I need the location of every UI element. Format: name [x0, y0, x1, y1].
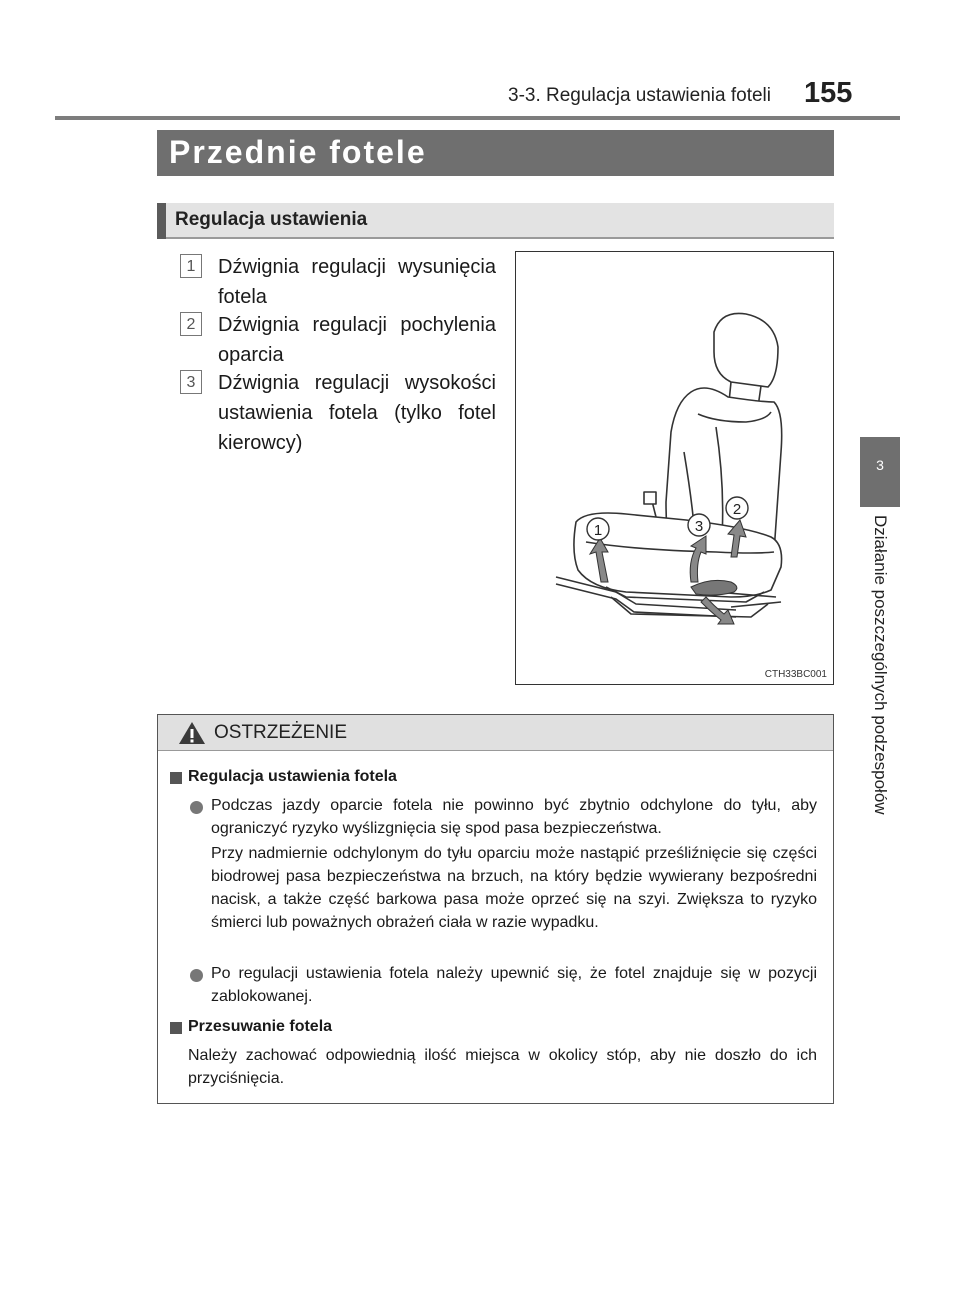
figure-code: CTH33BC001 [764, 669, 827, 680]
item-text: Dźwignia regulacji pochylenia oparcia [218, 314, 496, 366]
warning-header [158, 715, 833, 751]
warning-section-title: Regulacja ustawienia fotela [188, 768, 397, 785]
item-text: Dźwignia regulacji wysunięcia fotela [218, 256, 496, 308]
section-heading-text: Regulacja ustawienia [175, 209, 368, 230]
item-text: Dźwignia regulacji wysokości ustawienia fotela (tylko fotel kierowcy) [218, 372, 496, 454]
warning-box [157, 714, 834, 1104]
chapter-number: 3 [876, 457, 884, 473]
item-number: 2 [180, 312, 202, 336]
running-head: 3-3. Regulacja ustawienia foteli [508, 85, 771, 106]
seat-illustration [515, 251, 834, 685]
warning-triangle-icon [178, 721, 206, 745]
callout-label: 1 [593, 522, 603, 539]
page-title-bar [157, 130, 834, 176]
round-bullet-icon [190, 969, 203, 982]
section-heading [157, 203, 834, 239]
chapter-label: Działanie poszczególnych podzespołów [871, 515, 890, 815]
seat-drawing [516, 252, 833, 684]
warning-paragraph: Podczas jazdy oparcie fotela nie powinno być zbytnio odchylone do tyłu, aby ograniczyć ryzyko wyślizgnięcia się spod pasa bezpieczeństwa. [211, 797, 817, 837]
warning-label: OSTRZEŻENIE [214, 722, 348, 743]
header-rule [55, 116, 900, 120]
callout-label: 3 [694, 518, 704, 535]
page-number: 155 [804, 77, 853, 109]
list-item [180, 368, 496, 458]
round-bullet-icon [190, 801, 203, 814]
warning-paragraph: Należy zachować odpowiednią ilość miejsca w okolicy stóp, aby nie doszło do ich przyciśnięcia. [188, 1047, 817, 1087]
warning-paragraph: Przy nadmiernie odchylonym do tyłu oparciu może nastąpić prześliźnięcie się części biodrowej pasa bezpieczeństwa na brzuch, na który będzie wywierany bezpośredni nacisk, a także część barkowa pasa może oprzeć się na szyi. Zwiększa to ryzyko śmierci lub poważnych obrażeń ciała w razie wypadku. [211, 845, 817, 931]
warning-paragraph: Po regulacji ustawienia fotela należy upewnić się, że fotel znajduje się w pozycji zablokowanej. [211, 965, 817, 1005]
square-bullet-icon [170, 1022, 182, 1034]
item-number: 3 [180, 370, 202, 394]
item-number: 1 [180, 254, 202, 278]
warning-section-title: Przesuwanie fotela [188, 1018, 333, 1035]
page-title: Przednie fotele [169, 134, 427, 170]
list-item [180, 252, 496, 312]
callout-label: 2 [732, 501, 742, 518]
chapter-label-container [860, 515, 900, 845]
chapter-tab [860, 437, 900, 507]
section-heading-marker [157, 203, 166, 239]
list-item [180, 310, 496, 370]
square-bullet-icon [170, 772, 182, 784]
